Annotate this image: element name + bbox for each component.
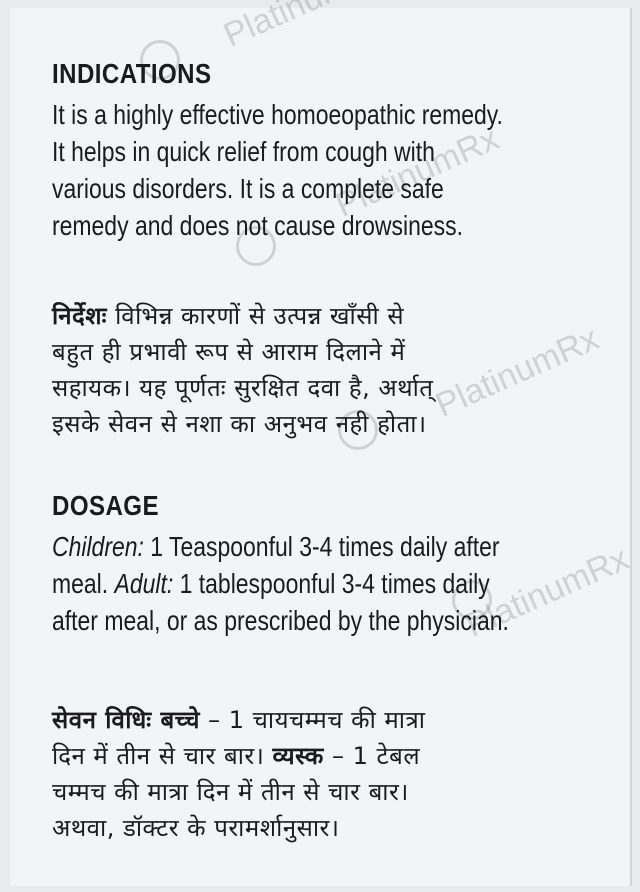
- dosage-line: [52, 528, 610, 565]
- sevan-line-text: – 1 टेबल: [323, 742, 421, 770]
- sevan-label: सेवन विधिः बच्चे: [52, 706, 200, 734]
- watermark-text: PlatinumRx: [330, 119, 505, 225]
- sevan-body: [52, 702, 632, 846]
- adult-label: Adult:: [114, 568, 174, 599]
- dosage-line-text: 1 tablespoonful 3-4 times daily: [173, 568, 490, 599]
- dosage-heading: DOSAGE: [52, 490, 159, 521]
- dosage-line: after meal, or as prescribed by the physician.: [52, 605, 509, 636]
- nirdesh-line: इसके सेवन से नशा का अनुभव नही होता।: [52, 410, 427, 438]
- nirdesh-line-text: विभिन्न कारणों से उत्पन्न खाँसी से: [106, 302, 405, 330]
- dosage-line-text: 1 Teaspoonful 3-4 times daily after: [143, 531, 500, 562]
- sevan-line-text: – 1 चायचम्मच की मात्रा: [199, 706, 426, 734]
- sevan-line: [52, 702, 632, 738]
- indications-line: It is a highly effective homoeopathic remedy.: [52, 99, 503, 130]
- nirdesh-line: बहुत ही प्रभावी रूप से आराम दिलाने में: [52, 338, 406, 366]
- sevan-line-text: दिन में तीन से चार बार।: [52, 742, 273, 770]
- sevan-line: चम्मच की मात्रा दिन में तीन से चार बार।: [52, 778, 409, 806]
- dosage-line-text: meal.: [52, 568, 115, 599]
- watermark-text: PlatinumRx: [430, 319, 605, 425]
- dosage-body: [52, 528, 610, 639]
- indications-line: remedy and does not cause drowsiness.: [52, 210, 463, 241]
- indications-line: various disorders. It is a complete safe: [52, 173, 444, 204]
- indications-line: It helps in quick relief from cough with: [52, 136, 435, 167]
- sevan-line: [52, 738, 632, 774]
- watermark-text: PlatinumRx: [460, 539, 635, 645]
- dosage-line: [52, 565, 610, 602]
- nirdesh-label: निर्देशः: [52, 302, 107, 330]
- nirdesh-line: सहायक। यह पूर्णतः सुरक्षित दवा है, अर्थात्: [52, 374, 434, 402]
- sevan-section: [52, 702, 630, 846]
- indications-heading: INDICATIONS: [52, 58, 212, 89]
- children-label: Children:: [52, 531, 144, 562]
- sevan-line: अथवा, डॉक्टर के परामर्शानुसार।: [52, 814, 340, 842]
- indications-body: [52, 96, 610, 244]
- nirdesh-line: [52, 298, 632, 334]
- nirdesh-section: [52, 298, 630, 442]
- nirdesh-body: [52, 298, 632, 442]
- dosage-section: [52, 490, 630, 639]
- adult-hindi-label: व्यस्क: [272, 742, 324, 770]
- indications-section: [52, 58, 630, 244]
